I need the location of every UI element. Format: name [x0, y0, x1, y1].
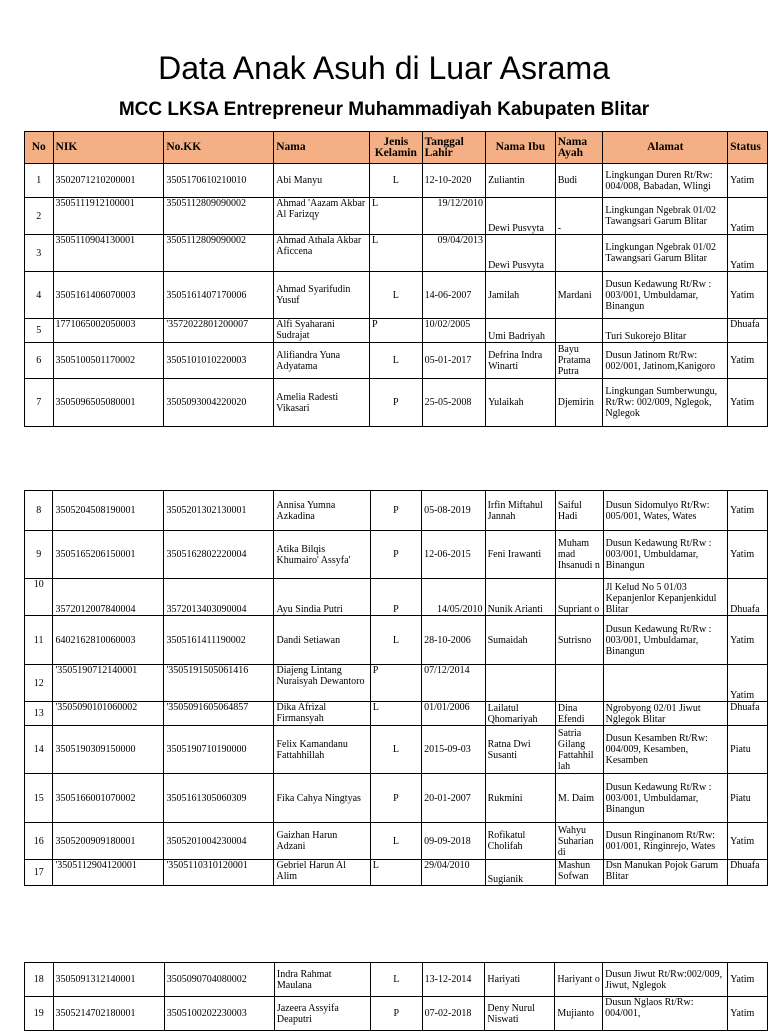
header-nama-ayah: Nama Ayah	[555, 132, 603, 164]
cell-jk: P	[370, 491, 421, 531]
cell-jk: P	[370, 665, 421, 702]
table-row	[25, 726, 768, 774]
cell-tanggal: 29/04/2010	[422, 860, 485, 886]
cell-status: Yatim	[728, 198, 768, 235]
cell-tanggal: 14-06-2007	[422, 272, 485, 319]
cell-tanggal: 09-09-2018	[422, 823, 485, 860]
cell-nokk: 3505100202230003	[164, 997, 274, 1031]
cell-nik: 3505111912100001	[53, 198, 164, 235]
table-row	[25, 235, 768, 272]
header-no: No	[25, 132, 54, 164]
header-nama-ibu: Nama Ibu	[486, 132, 556, 164]
cell-jk: P	[369, 319, 422, 343]
cell-nokk: '3505091605064857	[164, 702, 274, 726]
cell-ayah: Mashun Sofwan	[555, 860, 603, 886]
cell-status: Dhuafa	[728, 319, 768, 343]
cell-alamat: Lingkungan Ngebrak 01/02 Tawangsari Garum Blitar	[603, 198, 728, 235]
cell-nama: Annisa Yumna Azkadina	[274, 491, 370, 531]
cell-tanggal: 19/12/2010	[422, 198, 485, 235]
cell-nokk: 3505170610210010	[164, 164, 274, 198]
cell-nama: Amelia Radesti Vikasari	[274, 379, 370, 427]
cell-status: Yatim	[728, 379, 768, 427]
cell-alamat: Turi Sukorejo Blitar	[603, 319, 728, 343]
cell-nik: 6402162810060003	[53, 616, 164, 665]
cell-nokk: 3505190710190000	[164, 726, 274, 774]
cell-ayah: Dina Efendi	[555, 702, 603, 726]
cell-status: Yatim	[728, 531, 768, 579]
cell-tanggal: 07-02-2018	[422, 997, 485, 1031]
data-table-page-3	[24, 962, 768, 1031]
cell-nama: Fika Cahya Ningtyas	[274, 774, 370, 823]
document-subtitle: MCC LKSA Entrepreneur Muhammadiyah Kabupaten Blitar	[118, 99, 650, 120]
cell-tanggal: 13-12-2014	[422, 963, 485, 997]
cell-nik: 3505200909180001	[53, 823, 164, 860]
cell-nokk: 3505112809090002	[164, 235, 274, 272]
cell-status: Yatim	[728, 235, 768, 272]
cell-jk: L	[369, 343, 422, 379]
cell-alamat: Lingkungan Duren Rt/Rw: 004/008, Babadan, Wlingi	[603, 164, 728, 198]
cell-alamat: Ngrobyong 02/01 Jiwut Nglegok Blitar	[603, 702, 728, 726]
cell-nama: Dika Afrizal Firmansyah	[274, 702, 370, 726]
cell-jk: L	[369, 164, 422, 198]
cell-no: 19	[25, 997, 54, 1031]
cell-ibu: Feni Irawanti	[485, 531, 555, 579]
cell-nama: Diajeng Lintang Nuraisyah Dewantoro	[274, 665, 370, 702]
table-header-row	[25, 132, 768, 164]
cell-nik: 3505165206150001	[53, 531, 164, 579]
cell-nama: Felix Kamandanu Fattahhillah	[274, 726, 370, 774]
cell-nik: 3505096505080001	[53, 379, 164, 427]
cell-status: Yatim	[728, 616, 768, 665]
cell-nik: 3505091312140001	[53, 963, 164, 997]
cell-nik: 3505100501170002	[53, 343, 164, 379]
cell-nik: 3572012007840004	[53, 579, 164, 616]
cell-nik: 3505204508190001	[53, 491, 164, 531]
table-row	[25, 343, 768, 379]
cell-status: Yatim	[728, 343, 768, 379]
table-row	[25, 702, 768, 726]
table-row	[25, 272, 768, 319]
cell-alamat: Dusun Jiwut Rt/Rw:002/009, Jiwut, Nglegok	[603, 963, 728, 997]
cell-status: Yatim	[728, 823, 768, 860]
header-nama: Nama	[274, 132, 370, 164]
cell-jk: L	[370, 702, 421, 726]
cell-tanggal: 25-05-2008	[422, 379, 485, 427]
cell-ayah	[555, 319, 603, 343]
table-row	[25, 491, 768, 531]
cell-ayah: Supriant o	[555, 579, 603, 616]
table-row	[25, 164, 768, 198]
cell-jk: P	[370, 531, 421, 579]
cell-nik: 3505214702180001	[53, 997, 164, 1031]
cell-status: Yatim	[728, 997, 768, 1031]
cell-tanggal: 01/01/2006	[422, 702, 485, 726]
cell-nama: Alfi Syaharani Sudrajat	[274, 319, 370, 343]
cell-tanggal: 07/12/2014	[422, 665, 485, 702]
cell-ibu: Rukmini	[485, 774, 555, 823]
cell-status: Yatim	[728, 272, 768, 319]
cell-nokk: '3505191505061416	[164, 665, 274, 702]
cell-nik: 3505190309150000	[53, 726, 164, 774]
cell-nama: Ahmad Syarifudin Yusuf	[274, 272, 370, 319]
cell-nokk: '3505110310120001	[164, 860, 274, 886]
header-status: Status	[728, 132, 768, 164]
cell-no: 2	[25, 198, 54, 235]
cell-nokk: 3505162802220004	[164, 531, 274, 579]
cell-nama: Dandi Setiawan	[274, 616, 370, 665]
cell-alamat: Dusun Kedawung Rt/Rw : 003/001, Umbuldamar, Binangun	[603, 531, 728, 579]
cell-nik: '3505112904120001	[53, 860, 164, 886]
cell-ibu: Deny Nurul Niswati	[485, 997, 555, 1031]
cell-ibu: Dewi Pusvyta	[486, 235, 556, 272]
cell-ayah: Hariyant o	[555, 963, 603, 997]
cell-ibu: Sumaidah	[485, 616, 555, 665]
cell-alamat	[603, 665, 728, 702]
cell-jk: L	[369, 198, 422, 235]
cell-status: Yatim	[728, 164, 768, 198]
cell-nama: Jazeera Assyifa Deaputri	[274, 997, 370, 1031]
cell-jk: L	[370, 860, 421, 886]
cell-no: 6	[25, 343, 54, 379]
cell-nokk: 3505201004230004	[164, 823, 274, 860]
cell-ibu: Rofikatul Cholifah	[485, 823, 555, 860]
cell-no: 16	[25, 823, 53, 860]
cell-ayah: Sutrisno	[555, 616, 603, 665]
cell-nama: Ahmad 'Aazam Akbar Al Farizqy	[274, 198, 370, 235]
cell-nama: Gebriel Harun Al Alim	[274, 860, 370, 886]
cell-ibu: Sugianik	[485, 860, 555, 886]
header-jenis-kelamin: Jenis Kelamin	[369, 132, 422, 164]
cell-ibu: Jamilah	[486, 272, 556, 319]
cell-status: Piatu	[728, 726, 768, 774]
cell-ibu: Hariyati	[485, 963, 555, 997]
cell-ayah: Wahyu Suharian di	[555, 823, 603, 860]
cell-nik: 3505161406070003	[53, 272, 164, 319]
cell-ayah: -	[555, 198, 603, 235]
cell-nama: Alifiandra Yuna Adyatama	[274, 343, 370, 379]
cell-jk: P	[369, 379, 422, 427]
cell-tanggal: 10/02/2005	[422, 319, 485, 343]
table-row	[25, 531, 768, 579]
cell-ayah: Mardani	[555, 272, 603, 319]
cell-nama: Ayu Sindia Putri	[274, 579, 370, 616]
cell-no: 7	[25, 379, 54, 427]
cell-ayah: Saiful Hadi	[555, 491, 603, 531]
cell-no: 18	[25, 963, 54, 997]
cell-ibu: Dewi Pusvyta	[486, 198, 556, 235]
cell-nokk: 3572013403090004	[164, 579, 274, 616]
cell-nama: Gaizhan Harun Adzani	[274, 823, 370, 860]
cell-tanggal: 14/05/2010	[422, 579, 485, 616]
data-table-page-2	[24, 490, 768, 886]
cell-ibu: Ratna Dwi Susanti	[485, 726, 555, 774]
table-row	[25, 774, 768, 823]
cell-ibu: Zuliantin	[486, 164, 556, 198]
table-row	[25, 616, 768, 665]
table-row	[25, 379, 768, 427]
cell-ayah: Bayu Pratama Putra	[555, 343, 603, 379]
cell-nik: 3505110904130001	[53, 235, 164, 272]
data-table-page-1	[24, 131, 768, 427]
cell-ibu: Yulaikah	[486, 379, 556, 427]
cell-nokk: 3505112809090002	[164, 198, 274, 235]
cell-alamat: Dusun Nglaos Rt/Rw: 004/001,	[603, 997, 728, 1031]
cell-nama: Atika Bilqis Khumairo' Assyfa'	[274, 531, 370, 579]
cell-alamat: Dusun Kesamben Rt/Rw: 004/009, Kesamben, Kesamben	[603, 726, 728, 774]
cell-nokk: 3505090704080002	[164, 963, 274, 997]
cell-status: Dhuafa	[728, 579, 768, 616]
cell-alamat: Lingkungan Ngebrak 01/02 Tawangsari Garum Blitar	[603, 235, 728, 272]
cell-nik: '3505190712140001	[53, 665, 164, 702]
cell-alamat: Dusun Kedawung Rt/Rw : 003/001, Umbuldamar, Binangun	[603, 774, 728, 823]
cell-no: 13	[25, 702, 53, 726]
cell-jk: P	[370, 774, 421, 823]
cell-jk: L	[370, 726, 421, 774]
cell-nokk: 3505093004220020	[164, 379, 274, 427]
cell-ayah: Djemirin	[555, 379, 603, 427]
cell-no: 14	[25, 726, 53, 774]
cell-jk: P	[370, 579, 421, 616]
cell-ayah: M. Daim	[555, 774, 603, 823]
cell-nokk: 3505201302130001	[164, 491, 274, 531]
cell-alamat: Dusun Ringinanom Rt/Rw: 001/001, Ringinrejo, Wates	[603, 823, 728, 860]
cell-no: 1	[25, 164, 54, 198]
cell-ayah	[555, 235, 603, 272]
cell-nama: Abi Manyu	[274, 164, 370, 198]
cell-tanggal: 05-08-2019	[422, 491, 485, 531]
table-row	[25, 963, 768, 997]
cell-no: 9	[25, 531, 53, 579]
cell-nokk: '3572022801200007	[164, 319, 274, 343]
cell-alamat: Jl Kelud No 5 01/03 Kepanjenlor Kepanjenkidul Blitar	[603, 579, 728, 616]
cell-tanggal: 05-01-2017	[422, 343, 485, 379]
cell-jk: L	[371, 963, 423, 997]
table-row	[25, 319, 768, 343]
table-row	[25, 665, 768, 702]
cell-tanggal: 20-01-2007	[422, 774, 485, 823]
cell-nokk: 3505161407170006	[164, 272, 274, 319]
cell-ayah: Muham mad Ihsanudi n	[555, 531, 603, 579]
header-tanggal-lahir: Tanggal Lahir	[422, 132, 485, 164]
cell-jk: L	[370, 823, 421, 860]
cell-jk: L	[370, 616, 421, 665]
cell-alamat: Dsn Manukan Pojok Garum Blitar	[603, 860, 728, 886]
cell-no: 17	[25, 860, 53, 886]
cell-ayah: Mujianto	[555, 997, 603, 1031]
cell-status: Dhuafa	[728, 860, 768, 886]
document-title: Data Anak Asuh di Luar Asrama	[158, 50, 610, 86]
cell-status: Yatim	[728, 963, 768, 997]
cell-status: Piatu	[728, 774, 768, 823]
cell-alamat: Dusun Jatinom Rt/Rw: 002/001, Jatinom,Kanigoro	[603, 343, 728, 379]
cell-nokk: 3505101010220003	[164, 343, 274, 379]
table-row	[25, 579, 768, 616]
cell-ibu	[485, 665, 555, 702]
cell-alamat: Dusun Kedawung Rt/Rw : 003/001, Umbuldamar, Binangun	[603, 616, 728, 665]
cell-ayah: Budi	[555, 164, 603, 198]
cell-nik: 3502071210200001	[53, 164, 164, 198]
cell-jk: L	[369, 272, 422, 319]
cell-no: 3	[25, 235, 54, 272]
cell-no: 12	[25, 665, 53, 702]
cell-tanggal: 28-10-2006	[422, 616, 485, 665]
cell-no: 5	[25, 319, 54, 343]
cell-status: Yatim	[728, 491, 768, 531]
cell-ibu: Lailatul Qhomariyah	[485, 702, 555, 726]
cell-no: 4	[25, 272, 54, 319]
cell-jk: P	[371, 997, 423, 1031]
cell-ayah: Satria Gilang Fattahhil lah	[555, 726, 603, 774]
cell-ibu: Defrina Indra Winarti	[486, 343, 556, 379]
cell-nama: Indra Rahmat Maulana	[274, 963, 370, 997]
cell-tanggal: 09/04/2013	[422, 235, 485, 272]
cell-nik: '3505090101060002	[53, 702, 164, 726]
cell-no: 8	[25, 491, 53, 531]
header-nik: NIK	[53, 132, 164, 164]
cell-jk: L	[369, 235, 422, 272]
cell-ibu: Umi Badriyah	[486, 319, 556, 343]
cell-alamat: Dusun Kedawung Rt/Rw : 003/001, Umbuldamar, Binangun	[603, 272, 728, 319]
table-row	[25, 198, 768, 235]
cell-status: Yatim	[728, 665, 768, 702]
cell-tanggal: 2015-09-03	[422, 726, 485, 774]
cell-nik: 3505166001070002	[53, 774, 164, 823]
cell-nama: Ahmad Athala Akbar Aficcena	[274, 235, 370, 272]
cell-alamat: Lingkungan Sumberwungu, Rt/Rw: 002/009, Nglegok, Nglegok	[603, 379, 728, 427]
cell-nokk: 3505161305060309	[164, 774, 274, 823]
cell-ayah	[555, 665, 603, 702]
table-row	[25, 823, 768, 860]
cell-no: 10	[25, 579, 53, 616]
cell-no: 11	[25, 616, 53, 665]
table-row	[25, 860, 768, 886]
header-alamat: Alamat	[603, 132, 728, 164]
cell-nokk: 3505161411190002	[164, 616, 274, 665]
header-nokk: No.KK	[164, 132, 274, 164]
cell-status: Dhuafa	[728, 702, 768, 726]
cell-tanggal: 12-06-2015	[422, 531, 485, 579]
table-row	[25, 997, 768, 1031]
cell-tanggal: 12-10-2020	[422, 164, 485, 198]
cell-ibu: Irfin Miftahul Jannah	[485, 491, 555, 531]
cell-alamat: Dusun Sidomulyo Rt/Rw: 005/001, Wates, Wates	[603, 491, 728, 531]
cell-ibu: Nunik Arianti	[485, 579, 555, 616]
cell-nik: 1771065002050003	[53, 319, 164, 343]
cell-no: 15	[25, 774, 53, 823]
